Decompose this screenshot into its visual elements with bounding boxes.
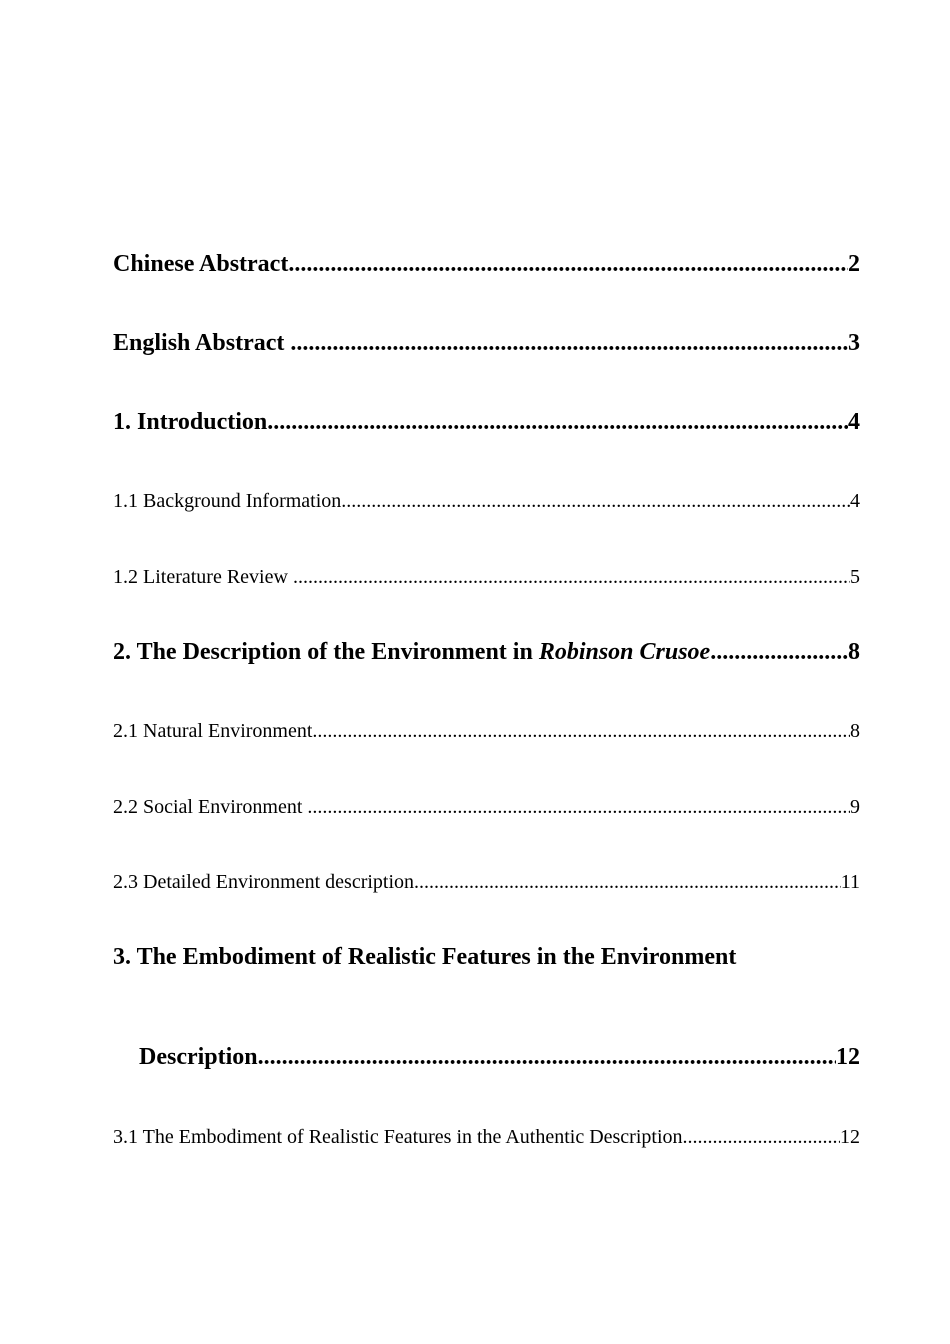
toc-entry-page: 9 bbox=[850, 796, 860, 818]
toc-entry-page: 12 bbox=[836, 1044, 860, 1070]
dot-leader bbox=[683, 1126, 840, 1149]
toc-entry-page: 3 bbox=[848, 330, 860, 356]
toc-entry-label: 1. Introduction bbox=[113, 409, 268, 435]
dot-leader bbox=[307, 796, 850, 819]
toc-entry-label: Chinese Abstract bbox=[113, 251, 289, 277]
book-title: Robinson Crusoe bbox=[538, 639, 711, 665]
dot-leader bbox=[288, 251, 848, 278]
toc-entry-label: 2.3 Detailed Environment description bbox=[113, 871, 415, 893]
toc-entry-label: English Abstract bbox=[113, 330, 291, 356]
toc-entry-label: 2.2 Social Environment bbox=[113, 796, 308, 818]
dot-leader bbox=[341, 490, 850, 513]
toc-entry-introduction[interactable] bbox=[113, 409, 860, 436]
toc-entry-realistic-features[interactable] bbox=[139, 1044, 860, 1071]
toc-entry-page: 5 bbox=[850, 566, 860, 588]
toc-entry-page: 11 bbox=[840, 871, 860, 893]
toc-entry-english-abstract[interactable] bbox=[113, 330, 860, 357]
toc-entry-label: 1.1 Background Information bbox=[113, 490, 342, 512]
toc-entry-page: 4 bbox=[848, 409, 860, 435]
toc-entry-detailed-environment-description[interactable] bbox=[113, 871, 860, 894]
toc-entry-label: Description bbox=[139, 1044, 258, 1070]
dot-leader bbox=[414, 871, 841, 894]
toc-entry-label: 1.2 Literature Review bbox=[113, 566, 293, 588]
toc-entry-page: 2 bbox=[848, 251, 860, 277]
toc-entry-natural-environment[interactable] bbox=[113, 720, 860, 743]
toc-entry-realistic-features-line1[interactable]: 3. The Embodiment of Realistic Features in the Environment bbox=[113, 944, 737, 970]
toc-entry-authentic-description[interactable] bbox=[113, 1126, 860, 1149]
toc-entry-page: 4 bbox=[850, 490, 860, 512]
toc-entry-page: 8 bbox=[850, 720, 860, 742]
dot-leader bbox=[258, 1044, 836, 1071]
toc-entry-label: 2.1 Natural Environment bbox=[113, 720, 313, 742]
dot-leader bbox=[267, 409, 848, 436]
dot-leader bbox=[293, 566, 850, 589]
toc-entry-background-information[interactable] bbox=[113, 490, 860, 513]
toc-entry-label-prefix: 2. The Description of the Environment in bbox=[113, 639, 539, 665]
toc-entry-page: 12 bbox=[840, 1126, 860, 1148]
toc-entry-environment-description[interactable] bbox=[113, 639, 860, 666]
toc-entry-social-environment[interactable] bbox=[113, 796, 860, 819]
toc-entry-label: 3.1 The Embodiment of Realistic Features in the Authentic Description bbox=[113, 1126, 683, 1148]
toc-entry-page: 8 bbox=[848, 639, 860, 665]
dot-leader bbox=[710, 639, 848, 666]
toc-entry-label bbox=[113, 639, 710, 666]
dot-leader bbox=[312, 720, 850, 743]
dot-leader bbox=[290, 330, 848, 357]
toc-entry-literature-review[interactable] bbox=[113, 566, 860, 589]
toc-entry-chinese-abstract[interactable] bbox=[113, 251, 860, 278]
